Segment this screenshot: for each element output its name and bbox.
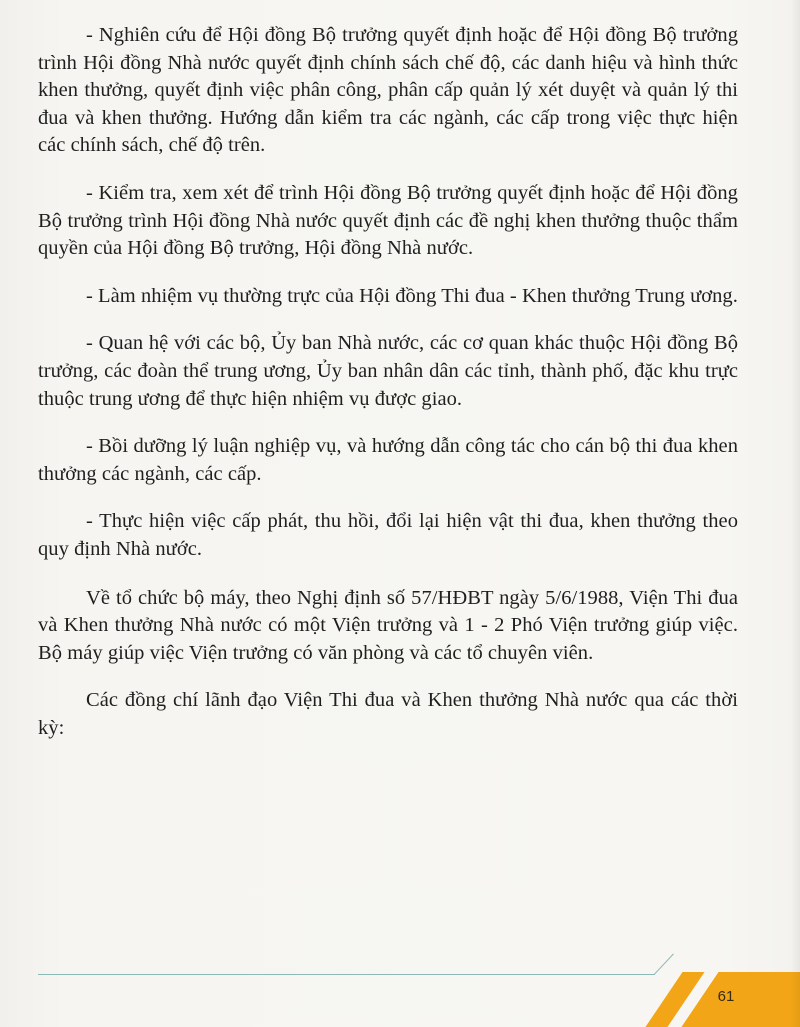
page-edge-shadow bbox=[790, 0, 800, 1027]
paragraph-research-policy: - Nghiên cứu để Hội đồng Bộ trưởng quyết định hoặc để Hội đồng Bộ trưởng trình Hội đồng Nhà nước quyết định chính sách chế độ, các danh hiệu và hình thức khen thưởng, quyết định việc phân công, phân cấp quản lý xét duyệt và quản lý thi đua và khen thưởng. Hướng dẫn kiểm tra các ngành, các cấp trong việc thực hiện các chính sách, chế độ trên. bbox=[38, 24, 738, 157]
paragraph-standing-duty: - Làm nhiệm vụ thường trực của Hội đồng Thi đua - Khen thưởng Trung ương. bbox=[86, 284, 738, 307]
paragraph-training: - Bồi dưỡng lý luận nghiệp vụ, và hướng dẫn công tác cho cán bộ thi đua khen thưởng các ngành, các cấp. bbox=[38, 435, 738, 485]
paragraph-organization: Về tổ chức bộ máy, theo Nghị định số 57/HĐBT ngày 5/6/1988, Viện Thi đua và Khen thưởng Nhà nước có một Viện trưởng và 1 - 2 Phó Viện trưởng giúp việc. Bộ máy giúp việc Viện trưởng có văn phòng và các tổ chuyên viên. bbox=[38, 586, 738, 664]
footer-rule bbox=[38, 974, 655, 975]
page-body bbox=[38, 22, 738, 762]
paragraph-leaders-intro: Các đồng chí lãnh đạo Viện Thi đua và Khen thưởng Nhà nước qua các thời kỳ: bbox=[38, 689, 738, 739]
paragraph-issuing-awards: - Thực hiện việc cấp phát, thu hồi, đổi lại hiện vật thi đua, khen thưởng theo quy định Nhà nước. bbox=[38, 510, 738, 560]
paragraph-review-proposals: - Kiểm tra, xem xét để trình Hội đồng Bộ trưởng quyết định hoặc để Hội đồng Bộ trưởng trình Hội đồng Nhà nước quyết định các đề nghị khen thưởng thuộc thẩm quyền của Hội đồng Bộ trưởng, Hội đồng Nhà nước. bbox=[38, 181, 738, 260]
page-number: 61 bbox=[717, 988, 735, 1005]
paragraph-relations: - Quan hệ với các bộ, Ủy ban Nhà nước, các cơ quan khác thuộc Hội đồng Bộ trưởng, các đoàn thể trung ương, Ủy ban nhân dân các tỉnh, thành phố, đặc khu trực thuộc trung ương để thực hiện nhiệm vụ được giao. bbox=[38, 332, 738, 410]
